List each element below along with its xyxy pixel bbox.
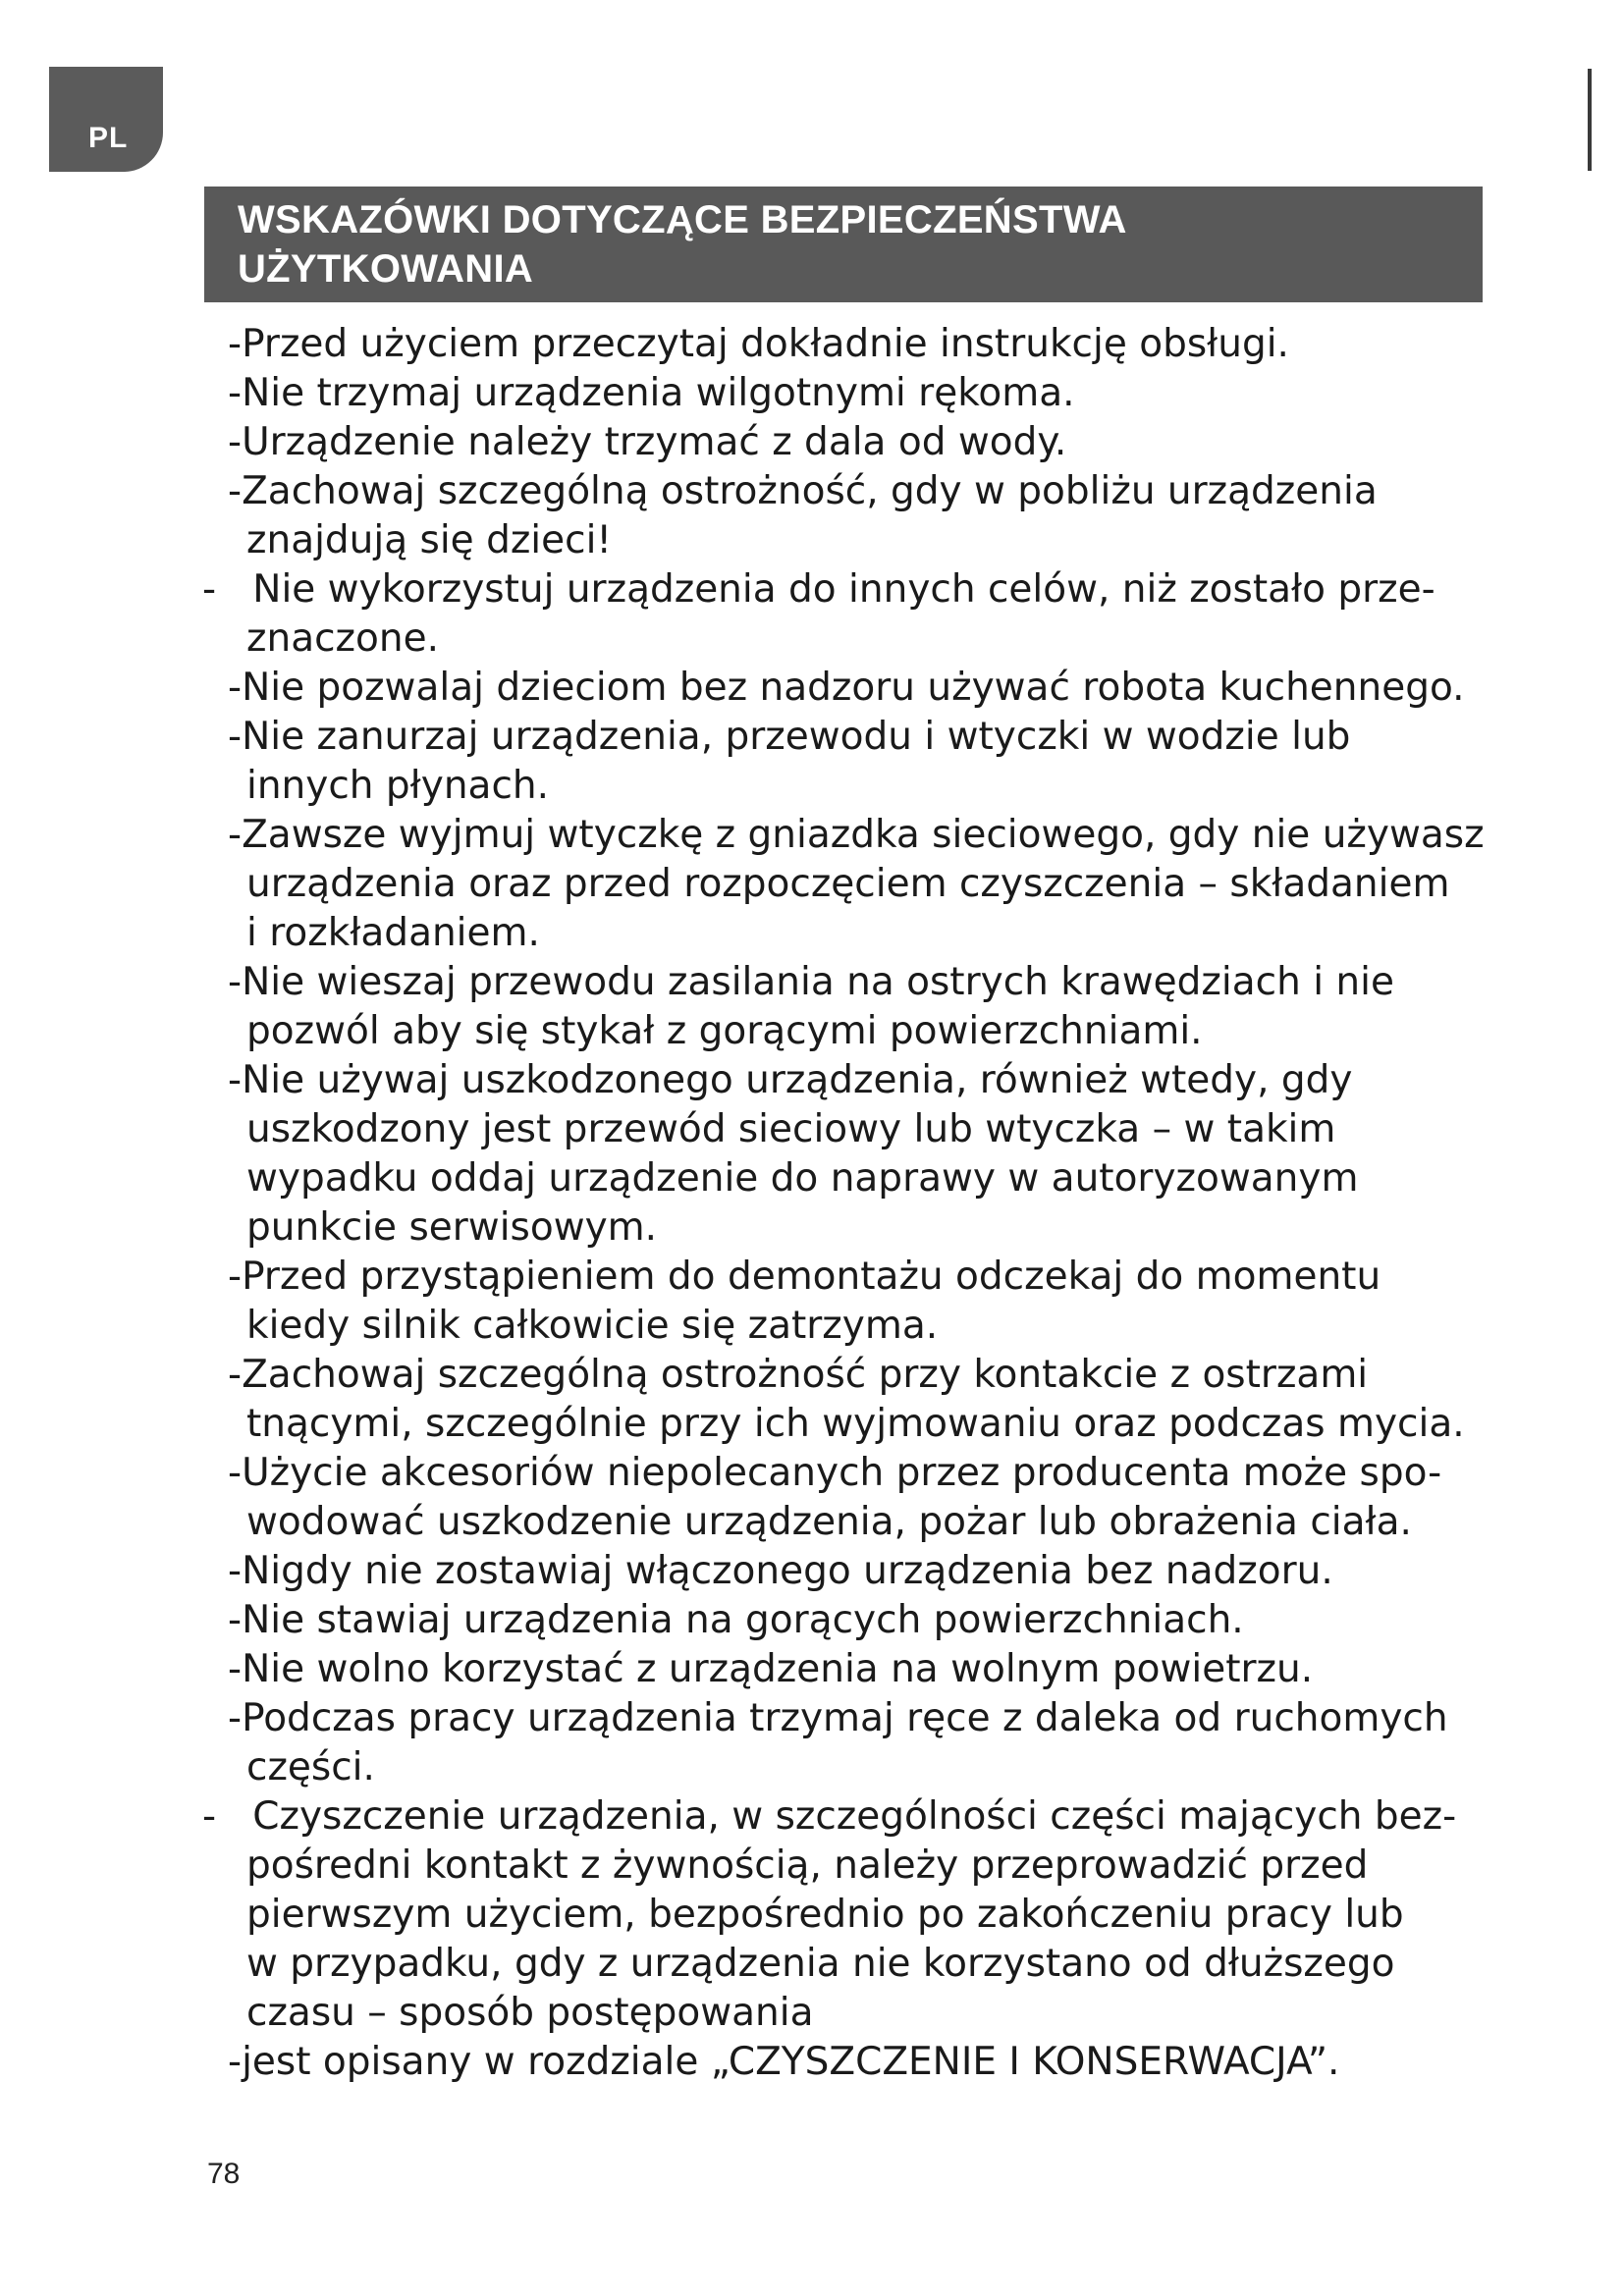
- section-title-line-2: UŻYTKOWANIA: [238, 247, 534, 291]
- instruction-line: -Podczas pracy urządzenia trzymaj ręce z daleka od ruchomych: [228, 1696, 1448, 1740]
- page-edge-line: [1588, 69, 1592, 171]
- instruction-line: -Zawsze wyjmuj wtyczkę z gniazdka sieciowego, gdy nie używasz: [228, 813, 1485, 857]
- instruction-line: punkcie serwisowym.: [246, 1205, 658, 1250]
- instruction-line: w przypadku, gdy z urządzenia nie korzystano od dłuższego: [246, 1942, 1395, 1986]
- instruction-line: kiedy silnik całkowicie się zatrzyma.: [246, 1304, 939, 1348]
- instruction-line: pierwszym użyciem, bezpośrednio po zakończeniu pracy lub: [246, 1893, 1404, 1937]
- instruction-line: pozwól aby się stykał z gorącymi powierzchniami.: [246, 1009, 1203, 1053]
- instruction-line: i rozkładaniem.: [246, 911, 540, 955]
- instruction-line: wodować uszkodzenie urządzenia, pożar lub obrażenia ciała.: [246, 1500, 1412, 1544]
- instruction-line: -jest opisany w rozdziale „CZYSZCZENIE I KONSERWACJA”.: [228, 2040, 1340, 2084]
- instruction-line: -Nie wieszaj przewodu zasilania na ostrych krawędziach i nie: [228, 960, 1394, 1004]
- instruction-line: -Zachowaj szczególną ostrożność przy kontakcie z ostrzami: [228, 1353, 1369, 1397]
- instruction-line: -Nie zanurzaj urządzenia, przewodu i wtyczki w wodzie lub: [228, 715, 1351, 759]
- instruction-line: -Nie używaj uszkodzonego urządzenia, również wtedy, gdy: [228, 1058, 1353, 1102]
- language-tab: [49, 67, 163, 172]
- instruction-line: uszkodzony jest przewód sieciowy lub wtyczka – w takim: [246, 1107, 1336, 1151]
- instruction-line: tnącymi, szczególnie przy ich wyjmowaniu oraz podczas mycia.: [246, 1402, 1465, 1446]
- section-title-line-1: WSKAZÓWKI DOTYCZĄCE BEZPIECZEŃSTWA: [238, 198, 1127, 241]
- instruction-line: -Zachowaj szczególną ostrożność, gdy w pobliżu urządzenia: [228, 469, 1378, 513]
- instruction-line: -Nigdy nie zostawiaj włączonego urządzenia bez nadzoru.: [228, 1549, 1333, 1593]
- safety-instructions: [202, 320, 1508, 2087]
- instruction-line: innych płynach.: [246, 764, 550, 808]
- instruction-line: - Czyszczenie urządzenia, w szczególności części mających bez-: [202, 1794, 1457, 1839]
- instruction-line: -Urządzenie należy trzymać z dala od wody.: [228, 420, 1067, 464]
- instruction-line: -Nie pozwalaj dzieciom bez nadzoru używać robota kuchennego.: [228, 666, 1465, 710]
- section-header: [204, 187, 1483, 302]
- instruction-line: - Nie wykorzystuj urządzenia do innych celów, niż zostało prze-: [202, 567, 1435, 612]
- instruction-line: pośredni kontakt z żywnością, należy przeprowadzić przed: [246, 1843, 1369, 1888]
- instruction-line: znaczone.: [246, 616, 439, 661]
- instruction-line: znajdują się dzieci!: [246, 518, 613, 562]
- instruction-line: czasu – sposób postępowania: [246, 1991, 814, 2035]
- instruction-line: -Przed przystąpieniem do demontażu odczekaj do momentu: [228, 1255, 1381, 1299]
- instruction-line: wypadku oddaj urządzenie do naprawy w autoryzowanym: [246, 1156, 1359, 1201]
- instruction-line: -Nie trzymaj urządzenia wilgotnymi rękoma.: [228, 371, 1075, 415]
- instruction-line: -Nie wolno korzystać z urządzenia na wolnym powietrzu.: [228, 1647, 1314, 1691]
- instruction-line: -Przed użyciem przeczytaj dokładnie instrukcję obsługi.: [228, 322, 1289, 366]
- instruction-line: -Nie stawiaj urządzenia na gorących powierzchniach.: [228, 1598, 1244, 1642]
- page-number: 78: [207, 2158, 241, 2190]
- language-label: PL: [88, 122, 129, 154]
- instruction-line: urządzenia oraz przed rozpoczęciem czyszczenia – składaniem: [246, 862, 1450, 906]
- instruction-line: części.: [246, 1745, 375, 1789]
- instruction-line: -Użycie akcesoriów niepolecanych przez producenta może spo-: [228, 1451, 1442, 1495]
